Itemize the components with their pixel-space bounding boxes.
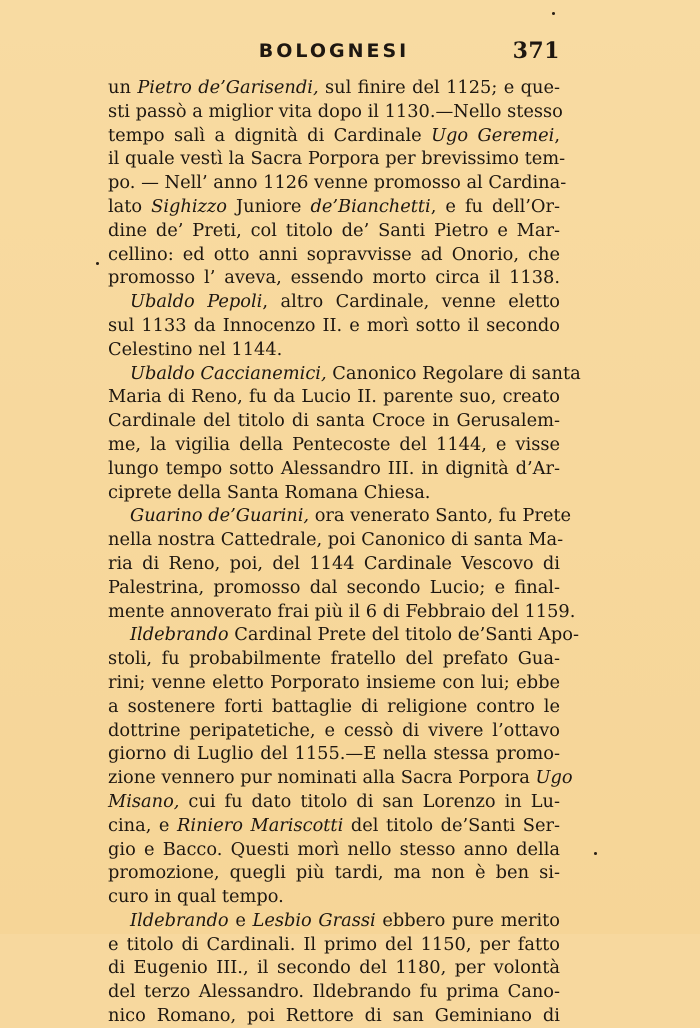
italic-name: Riniero Mariscotti xyxy=(177,814,344,836)
text-line xyxy=(108,885,560,909)
text-segment: gio e Bacco. Questi morì nello stesso anno della xyxy=(108,838,560,860)
italic-name: Ildebrando xyxy=(130,624,229,646)
text-segment: rini; venne eletto Porporato insieme con lui; ebbe xyxy=(108,671,560,693)
text-segment: nico Romano, poi Rettore di san Geminiano di xyxy=(108,1005,560,1027)
italic-name: Ildebrando xyxy=(130,909,229,931)
text-segment: e titolo di Cardinali. Il primo del 1150, per fatto xyxy=(108,933,560,955)
text-segment: po. — Nell’ anno 1126 venne promosso al Cardina- xyxy=(108,172,567,194)
text-segment: , xyxy=(554,124,560,146)
text-line xyxy=(108,528,564,552)
text-line xyxy=(108,147,566,171)
text-line xyxy=(108,742,560,766)
text-line xyxy=(108,719,560,743)
text-line xyxy=(108,433,560,457)
italic-name: Ugo xyxy=(535,767,573,789)
running-head: BOLOGNESI xyxy=(258,40,410,62)
text-line xyxy=(108,481,560,505)
text-segment: me, la vigilia della Pentecoste del 1144, e visse xyxy=(108,433,560,455)
text-segment: , e fu dell’Or- xyxy=(430,195,560,217)
italic-name: Ubaldo Pepoli xyxy=(130,291,263,313)
text-body xyxy=(108,76,581,1028)
text-segment: nella nostra Cattedrale, poi Canonico di santa Ma- xyxy=(108,529,564,551)
text-segment: giorno di Luglio del 1155.—E nella stessa promo- xyxy=(108,743,560,765)
text-line xyxy=(108,124,560,148)
text-line xyxy=(108,933,560,957)
text-line xyxy=(108,956,560,980)
text-segment: , altro Cardinale, venne eletto xyxy=(262,291,560,313)
text-segment: il quale vestì la Sacra Porpora per brevissimo tem- xyxy=(108,148,566,170)
text-segment: promosso l’ aveva, essendo morto circa il 1138. xyxy=(108,267,560,289)
text-segment: cellino: ed otto anni sopravvisse ad Onorio, che xyxy=(108,243,560,265)
text-segment: sti passò a miglior vita dopo il 1130.—Nello stesso xyxy=(108,100,563,122)
text-segment: cui fu dato titolo di san Lorenzo in Lu- xyxy=(179,790,560,812)
text-segment: ebbero pure merito xyxy=(375,909,560,931)
page-header xyxy=(108,38,560,68)
text-line xyxy=(108,766,573,790)
text-line xyxy=(108,457,560,481)
page-number: 371 xyxy=(512,38,560,64)
italic-name: Ubaldo Caccianemici, xyxy=(130,362,327,384)
text-segment: a sostenere forti battaglie di religione contro le xyxy=(108,695,560,717)
text-line xyxy=(108,385,560,409)
text-line xyxy=(108,100,563,124)
text-segment: ciprete della Santa Romana Chiesa. xyxy=(108,481,431,503)
italic-name: Misano, xyxy=(108,790,180,812)
text-segment: del terzo Alessandro. Ildebrando fu prima Cano- xyxy=(108,981,560,1003)
text-line xyxy=(108,600,576,624)
text-segment: Cardinale del titolo di santa Croce in Gerusalem- xyxy=(108,410,560,432)
text-segment: dine de’ Preti, col titolo de’ Santi Pietro e Mar- xyxy=(108,219,560,241)
text-segment: lungo tempo sotto Alessandro III. in dignità d’Ar- xyxy=(108,457,560,479)
text-line xyxy=(108,362,581,386)
text-line xyxy=(108,980,560,1004)
text-line xyxy=(108,838,560,862)
italic-name: Pietro de’Garisendi, xyxy=(137,77,319,98)
text-segment: dottrine peripatetiche, e cessò di vivere l’ottavo xyxy=(108,719,560,741)
text-line xyxy=(108,552,560,576)
text-segment: Maria di Reno, fu da Lucio II. parente suo, creato xyxy=(108,386,560,408)
text-line xyxy=(108,266,560,290)
text-line xyxy=(108,814,560,838)
text-line xyxy=(108,695,560,719)
text-segment: ria di Reno, poi, del 1144 Cardinale Vescovo di xyxy=(108,552,560,574)
italic-name: Sighizzo xyxy=(151,195,227,217)
text-line xyxy=(108,243,560,267)
text-segment: e xyxy=(228,909,253,931)
paper-speck xyxy=(552,12,555,15)
text-segment: sul 1133 da Innocenzo II. e morì sotto il secondo xyxy=(108,314,560,336)
text-line xyxy=(108,790,560,814)
text-segment: zione vennero pur nominati alla Sacra Porpora xyxy=(108,767,536,789)
text-line xyxy=(108,504,572,528)
text-segment: Cardinal Prete del titolo de’Santi Apo- xyxy=(228,624,579,646)
text-line xyxy=(108,576,560,600)
italic-name: Guarino de’Guarini, xyxy=(130,505,310,527)
text-line xyxy=(108,290,560,314)
text-segment: del titolo de’Santi Ser- xyxy=(343,814,560,836)
text-segment: Canonico Regolare di santa xyxy=(326,362,581,384)
text-line xyxy=(108,1004,560,1028)
text-segment: di Eugenio III., il secondo del 1180, per volontà xyxy=(108,957,560,979)
text-segment: mente annoverato frai più il 6 di Febbraio del 1159. xyxy=(108,600,576,622)
text-line xyxy=(108,219,560,243)
text-line xyxy=(108,409,560,433)
text-line xyxy=(108,171,567,195)
text-line xyxy=(108,76,560,100)
italic-name: de’Bianchetti xyxy=(310,195,431,217)
paper-speck xyxy=(594,852,597,855)
text-segment: lato xyxy=(108,195,152,217)
text-line xyxy=(108,623,579,647)
text-segment: Palestrina, promosso dal secondo Lucio; e final- xyxy=(108,576,560,598)
text-segment: curo in qual tempo. xyxy=(108,886,284,908)
text-segment: sul finire del 1125; e que- xyxy=(318,77,560,98)
text-segment: un xyxy=(108,77,138,98)
text-segment: ora venerato Santo, fu Prete xyxy=(309,505,572,527)
text-segment: promozione, quegli più tardi, ma non è ben si- xyxy=(108,862,560,884)
text-line xyxy=(108,861,560,885)
text-segment: cina, e xyxy=(108,814,177,836)
paper-speck xyxy=(96,262,99,265)
text-line xyxy=(108,909,560,933)
italic-name: Ugo Geremei xyxy=(431,124,555,146)
text-segment: tempo salì a dignità di Cardinale xyxy=(108,124,432,146)
text-segment: Celestino nel 1144. xyxy=(108,338,283,360)
text-line xyxy=(108,195,560,219)
text-line xyxy=(108,647,560,671)
text-line xyxy=(108,314,560,338)
text-line xyxy=(108,671,560,695)
italic-name: Lesbio Grassi xyxy=(252,909,376,931)
text-segment: stoli, fu probabilmente fratello del prefato Gua- xyxy=(108,648,560,670)
text-line xyxy=(108,338,560,362)
text-segment: Juniore xyxy=(227,195,311,217)
